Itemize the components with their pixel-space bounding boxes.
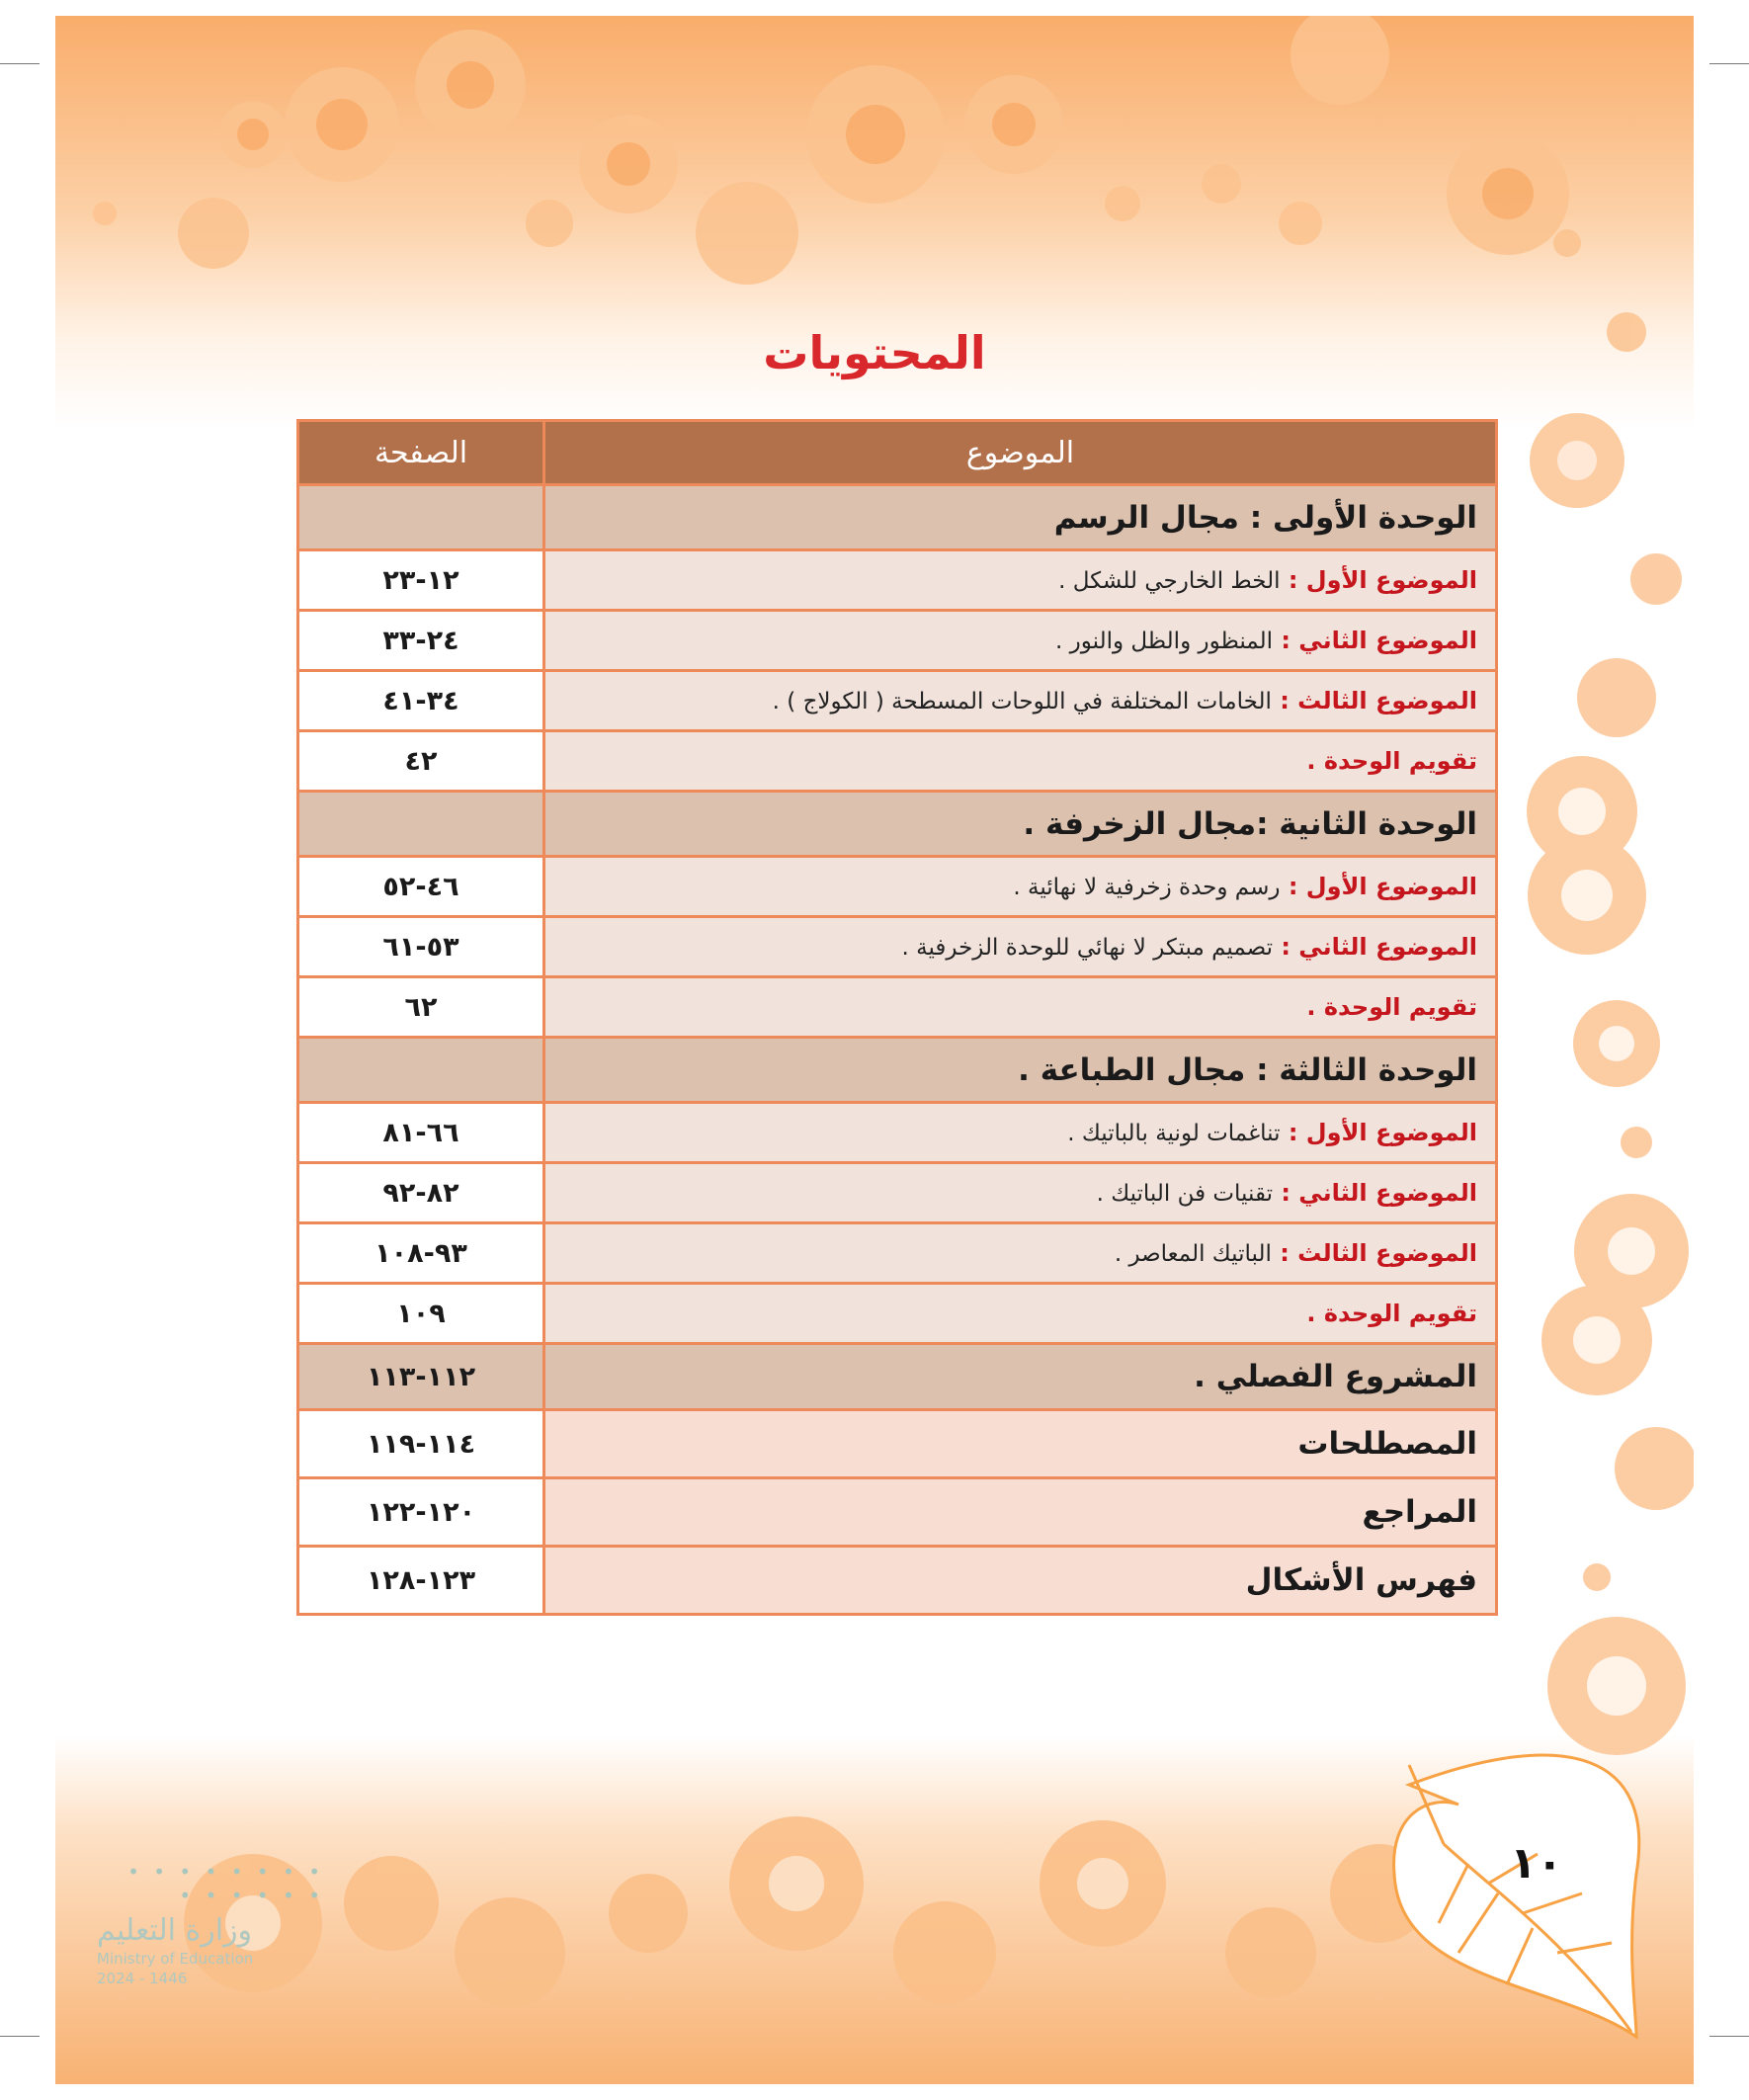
topic-header: الموضوع <box>544 421 1497 485</box>
topic-label: الموضوع الثاني <box>1298 1179 1477 1207</box>
page-range: ٤٦-٥٢ <box>298 857 544 917</box>
topic-row <box>298 1223 1497 1284</box>
ministry-english: Ministry of Education <box>97 1950 254 1968</box>
topic-label: الموضوع الأول <box>1305 1119 1477 1146</box>
unit-title: الوحدة الأولى : مجال الرسم <box>544 485 1497 550</box>
unit-pages <box>298 792 544 857</box>
extra-title: المراجع <box>544 1478 1497 1547</box>
topic-cell <box>544 1163 1497 1223</box>
topic-text: تناغمات لونية بالباتيك . <box>1067 1121 1281 1146</box>
topic-row <box>298 611 1497 671</box>
crop-mark <box>0 63 40 64</box>
topic-row <box>298 917 1497 977</box>
unit-title: الوحدة الثالثة : مجال الطباعة . <box>544 1038 1497 1103</box>
topic-label: الموضوع الثالث <box>1297 687 1477 714</box>
page-title: المحتويات <box>763 326 986 379</box>
topic-cell <box>544 611 1497 671</box>
topic-row <box>298 1103 1497 1163</box>
topic-label: الموضوع الثاني <box>1298 933 1477 961</box>
unit-pages <box>298 1038 544 1103</box>
topic-cell <box>544 977 1497 1038</box>
page-range: ١٢-٢٣ <box>298 550 544 611</box>
topic-label: الموضوع الثالث <box>1297 1239 1477 1267</box>
topic-row <box>298 671 1497 731</box>
page-range: ١١٢-١١٣ <box>298 1344 544 1410</box>
topic-separator: : <box>1271 687 1298 714</box>
topic-separator: : <box>1272 933 1299 961</box>
topic-cell <box>544 1223 1497 1284</box>
topic-text: رسم وحدة زخرفية لا نهائية . <box>1013 875 1281 900</box>
topic-text: الخط الخارجي للشكل . <box>1058 568 1281 594</box>
topic-separator: : <box>1272 1179 1299 1207</box>
extra-row <box>298 1478 1497 1547</box>
crop-mark <box>0 2036 40 2037</box>
topic-cell <box>544 1284 1497 1344</box>
unit-pages <box>298 485 544 550</box>
extra-row <box>298 1547 1497 1615</box>
topic-row <box>298 1163 1497 1223</box>
topic-text: الباتيك المعاصر . <box>1114 1241 1272 1267</box>
page-range: ٤٢ <box>298 731 544 792</box>
project-row <box>298 1344 1497 1410</box>
logo-dots: • • • • • • • • • • • • • • <box>127 1860 324 1907</box>
evaluation-text: تقويم الوحدة . <box>1306 747 1477 775</box>
contents-table <box>296 419 1498 1616</box>
page-header: الصفحة <box>298 421 544 485</box>
page-range: ٦٢ <box>298 977 544 1038</box>
evaluation-row <box>298 731 1497 792</box>
page-range: ١٢٣-١٢٨ <box>298 1547 544 1615</box>
topic-cell <box>544 550 1497 611</box>
unit-title: الوحدة الثانية :مجال الزخرفة . <box>544 792 1497 857</box>
topic-text: الخامات المختلفة في اللوحات المسطحة ( الكولاج ) . <box>772 689 1272 714</box>
extra-row <box>298 1410 1497 1478</box>
page-number: ١٠ <box>1510 1838 1563 1889</box>
crop-mark <box>1709 63 1749 64</box>
topic-label: الموضوع الأول <box>1305 566 1477 594</box>
project-title: المشروع الفصلي . <box>544 1344 1497 1410</box>
ministry-year: 2024 - 1446 <box>97 1970 188 1987</box>
ministry-arabic: وزارة التعليم <box>97 1913 253 1948</box>
topic-cell <box>544 731 1497 792</box>
topic-cell <box>544 917 1497 977</box>
page-range: ٩٣-١٠٨ <box>298 1223 544 1284</box>
evaluation-text: تقويم الوحدة . <box>1306 1300 1477 1327</box>
unit-row <box>298 485 1497 550</box>
page-range: ١٢٠-١٢٢ <box>298 1478 544 1547</box>
evaluation-row <box>298 1284 1497 1344</box>
topic-separator: : <box>1271 1239 1298 1267</box>
topic-row <box>298 857 1497 917</box>
topic-cell <box>544 671 1497 731</box>
ministry-logo <box>97 1860 324 1987</box>
topic-cell <box>544 1103 1497 1163</box>
topic-text: تصميم مبتكر لا نهائي للوحدة الزخرفية . <box>901 935 1273 961</box>
topic-cell <box>544 857 1497 917</box>
topic-separator: : <box>1280 1119 1306 1146</box>
extra-title: فهرس الأشكال <box>544 1547 1497 1615</box>
unit-row <box>298 792 1497 857</box>
evaluation-row <box>298 977 1497 1038</box>
topic-separator: : <box>1280 566 1306 594</box>
table-header <box>298 421 1497 485</box>
evaluation-text: تقويم الوحدة . <box>1306 993 1477 1021</box>
crop-mark <box>1709 2036 1749 2037</box>
page-range: ١١٤-١١٩ <box>298 1410 544 1478</box>
topic-separator: : <box>1280 873 1306 900</box>
topic-label: الموضوع الثاني <box>1298 627 1477 654</box>
topic-label: الموضوع الأول <box>1305 873 1477 900</box>
extra-title: المصطلحات <box>544 1410 1497 1478</box>
page-range: ٢٤-٣٣ <box>298 611 544 671</box>
topic-separator: : <box>1272 627 1299 654</box>
page-range: ٥٣-٦١ <box>298 917 544 977</box>
topic-text: تقنيات فن الباتيك . <box>1096 1181 1273 1207</box>
page-range: ٨٢-٩٢ <box>298 1163 544 1223</box>
page-range: ١٠٩ <box>298 1284 544 1344</box>
page-range: ٣٤-٤١ <box>298 671 544 731</box>
topic-row <box>298 550 1497 611</box>
page-range: ٦٦-٨١ <box>298 1103 544 1163</box>
topic-text: المنظور والظل والنور . <box>1055 629 1273 654</box>
unit-row <box>298 1038 1497 1103</box>
